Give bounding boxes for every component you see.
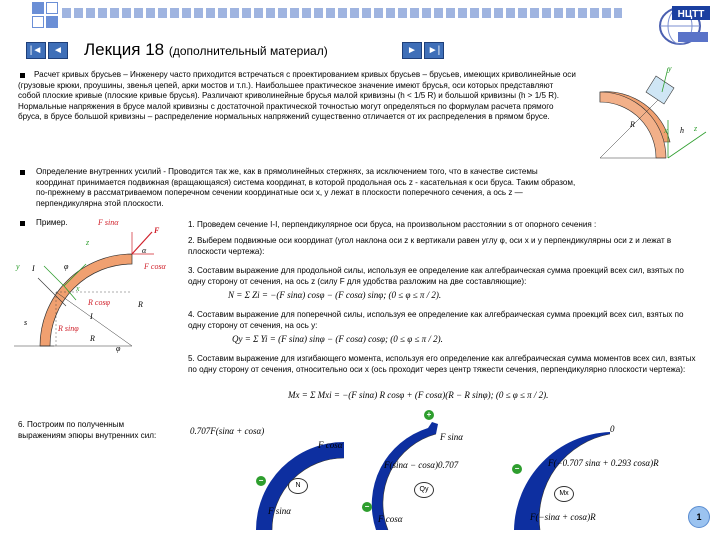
- Q-top-label: F sinα: [440, 432, 463, 442]
- Q-mid-label: F(sinα − cosα)0.707: [384, 460, 459, 470]
- Q-sign-minus: −: [362, 502, 372, 512]
- ex-F-label: F: [154, 226, 160, 235]
- diagram-N: [244, 430, 374, 538]
- step-1: 1. Проведем сечение I-I, перпендикулярное оси бруса, на произвольном расстоянии s от опорного сечения :: [188, 220, 597, 229]
- M-bottom-label: F(−sinα + cosα)R: [530, 512, 596, 522]
- N-top-label: 0.707F(sinα + cosα): [190, 426, 265, 436]
- ex-R2-label: R: [90, 334, 95, 343]
- ex-I-bottom-label: I: [90, 312, 93, 321]
- ex-Fcos-label: F cosα: [144, 262, 166, 271]
- ex-Rcos-label: R cosφ: [88, 298, 110, 307]
- first-slide-button[interactable]: |◄: [26, 42, 46, 59]
- logo: [654, 2, 712, 48]
- Q-badge: Qy: [414, 482, 434, 498]
- ex-phi-label-top: φ: [64, 262, 69, 271]
- N-badge: N: [288, 478, 308, 494]
- top-fig-z-label: z: [694, 124, 698, 133]
- page-number: 1: [688, 506, 710, 528]
- M-mid-label: F(−0.707 sinα + 0.293 cosα)R: [548, 458, 659, 468]
- step-5: 5. Составим выражение для изгибающего момента, используя его определение как алгебраическая сумма моментов всех сил, взятых по одну сторону от сечения, относительно оси x (ось проходит через центр тяжести сечения, перпендикулярно плоскости чертежа):: [188, 354, 696, 374]
- decor-square-4: [46, 16, 58, 28]
- example-label: Пример.: [36, 218, 68, 227]
- top-fig-h-label: h: [680, 126, 684, 135]
- page-title: [84, 40, 328, 60]
- ex-z-label: z: [86, 238, 90, 247]
- ex-I-top-label: I: [32, 264, 35, 273]
- top-fig-x-label: x: [664, 126, 668, 135]
- top-fig-R-label: R: [630, 120, 635, 129]
- step-4: 4. Составим выражение для поперечной силы, используя ее определение как алгебраическая сумма проекций всех сил, взятых по одну сторону от сечения, на ось y:: [188, 310, 684, 330]
- ex-Fsin-label: F sinα: [98, 218, 119, 227]
- Q-sign-plus: +: [424, 410, 434, 420]
- Q-bottom-label: F cosα: [378, 514, 403, 524]
- ex-x-label: x: [76, 284, 80, 293]
- equation-M: Mx = Σ Mxi = −(F sinα) R cosφ + (F cosα)(R − R sinφ); (0 ≤ φ ≤ π / 2).: [288, 390, 549, 400]
- svg-text:НЦТТ: НЦТТ: [677, 9, 705, 20]
- decor-square-1: [32, 2, 44, 14]
- N-bottom-label: F sinα: [268, 506, 291, 516]
- title-main: Лекция 18: [84, 40, 165, 59]
- N-mid-label: F cosα: [318, 440, 343, 450]
- decor-square-3: [32, 16, 44, 28]
- curved-beam-figure-top: [586, 62, 716, 194]
- ex-s-label: s: [24, 318, 28, 327]
- last-slide-button[interactable]: ►|: [424, 42, 444, 59]
- intro-paragraph-1: Расчет кривых брусьев – Инженеру часто приходится встречаться с проектированием кривых брусьев – брусьев, имеющих криволинейные оси (грузовые крюки, проушины, звенья цепей, арки мостов и т.п.). Наибольшее практическое значение имеют брусья, оси которых представляют собой плоские кривые (плоские кривые брусья). Различают криволинейные брусья малой кривизны (h < 1/5 R) и большой кривизны (h > 1/5 R). Нормальные напряжения в брусе малой кривизны с достаточной практической точностью могут определяться по формулам расчета прямого бруса, в брусе большой кривизны – распределение нормальных напряжений существенно отличается от их распределения в прямом брусе.: [18, 70, 576, 122]
- decor-strip: [62, 8, 622, 18]
- title-sub: (дополнительный материал): [168, 44, 328, 58]
- bullet-3: [20, 221, 25, 226]
- M-top-label: 0: [610, 424, 615, 434]
- bullet-2: [20, 170, 25, 175]
- ex-Rsin-label: R sinφ: [58, 324, 79, 333]
- equation-Q: Qy = Σ Yi = (F sinα) sinφ − (F cosα) cosφ; (0 ≤ φ ≤ π / 2).: [232, 334, 443, 344]
- equation-N: N = Σ Zi = −(F sinα) cosφ − (F cosα) sinφ; (0 ≤ φ ≤ π / 2).: [228, 290, 442, 300]
- intro-paragraph-2: Определение внутренних усилий - Проводится так же, как в прямолинейных стержнях, за исключением того, что в качестве системы координат принимается подвижная (вращающаяся) система координат, в которой продольная ось z - касательная к оси бруса. Таким образом, по-прежнему в рассматриваемом поперечном сечении координатные оси x, y лежат в плоскости поперечного сечения, а ось z — перпендикулярна этой плоскости.: [36, 167, 576, 208]
- ex-y-label: y: [16, 262, 20, 271]
- ex-alpha-label: α: [142, 246, 147, 255]
- next-slide-button[interactable]: ►: [402, 42, 422, 59]
- M-sign: −: [512, 464, 522, 474]
- step-2: 2. Выберем подвижные оси координат (угол наклона оси z к вертикали равен углу φ, оси x и y перпендикулярны оси z и лежат в плоскости чертежа):: [188, 236, 672, 256]
- prev-slide-button[interactable]: ◄: [48, 42, 68, 59]
- ex-phi-label-bottom: φ: [116, 344, 121, 353]
- decor-square-2: [46, 2, 58, 14]
- ex-R1-label: R: [138, 300, 143, 309]
- step-6: 6. Построим по полученным выражениям эпюры внутренних сил:: [18, 420, 157, 440]
- step-3: 3. Составим выражение для продольной силы, используя ее определение как алгебраическая сумма проекций всех сил, взятых по одну сторону от сечения, на ось z (силу F для удобства разложим на две составляющие):: [188, 266, 684, 286]
- M-badge: Mx: [554, 486, 574, 502]
- top-fig-y-label: y: [668, 64, 672, 73]
- N-sign: −: [256, 476, 266, 486]
